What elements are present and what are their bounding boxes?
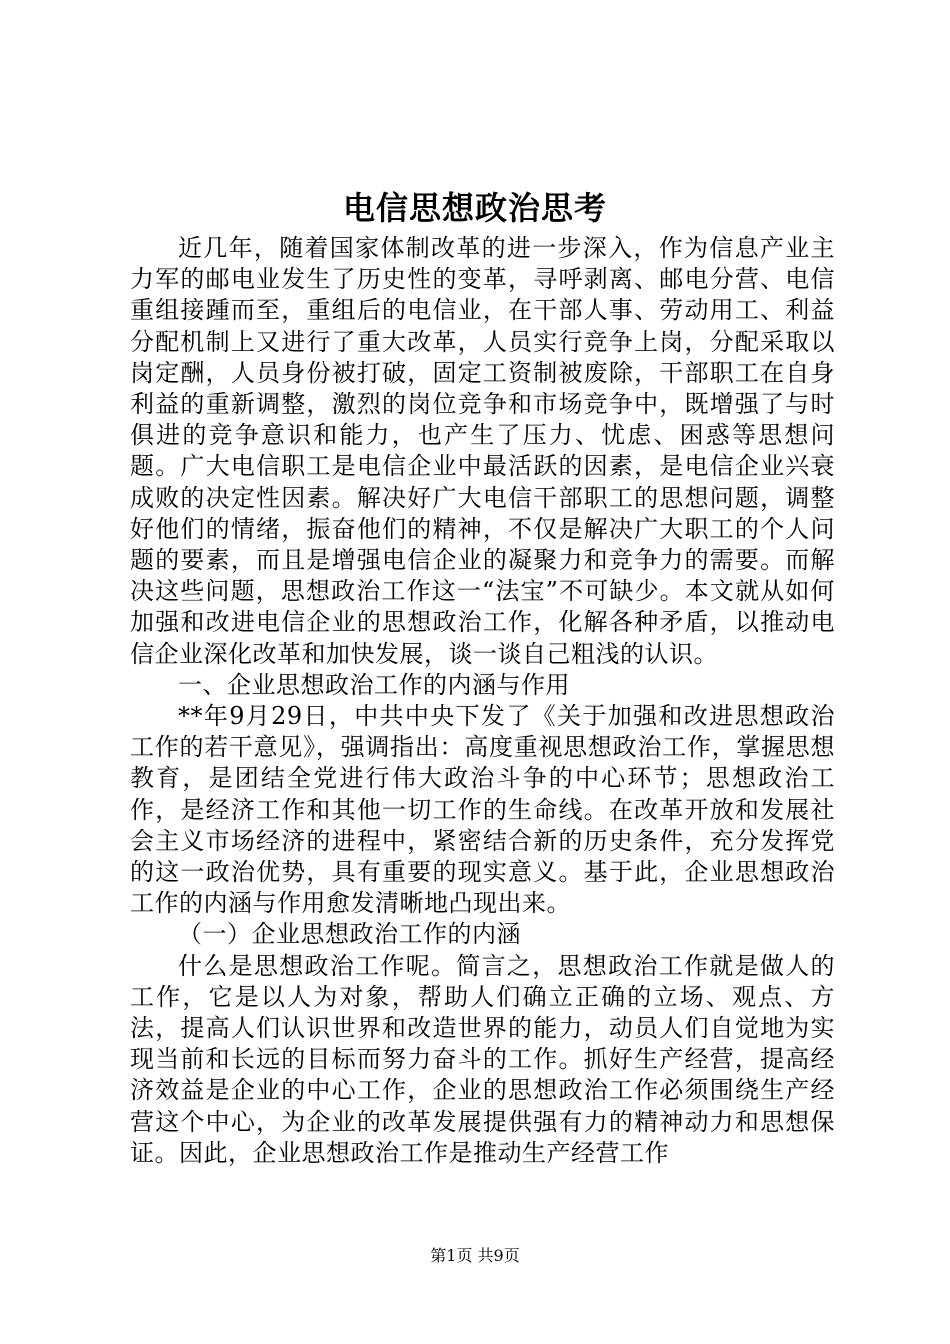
page-footer: 第1页 共9页 xyxy=(430,1246,520,1265)
subsection-heading-1: （一）企业思想政治工作的内涵 xyxy=(178,920,521,949)
section-heading-1: 一、企业思想政治工作的内涵与作用 xyxy=(178,670,570,699)
paragraph-subsection-1: 什么是思想政治工作呢。简言之，思想政治工作就是做人的工作，它是以人为对象，帮助人们确立正确的立场、观点、方法，提高人们认识世界和改造世界的能力，动员人们自觉地为实现当前和长远的目标而努力奋斗的工作。抓好生产经营，提高经济效益是企业的中心工作，企业的思想政治工作必须围绕生产经营这个中心，为企业的改革发展提供强有力的精神动力和思想保证。因此，企业思想政治工作是推动生产经营工作 xyxy=(130,951,835,1167)
paragraph-section-1: **年9月29日，中共中央下发了《关于加强和改进思想政治工作的若干意见》，强调指出：高度重视思想政治工作，掌握思想教育，是团结全党进行伟大政治斗争的中心环节；思想政治工作，是经济工作和其他一切工作的生命线。在改革开放和发展社会主义市场经济的进程中，紧密结合新的历史条件，充分发挥党的这一政治优势，具有重要的现实意义。基于此，企业思想政治工作的内涵与作用愈发清晰地凸现出来。 xyxy=(130,702,835,918)
page-title: 电信思想政治思考 xyxy=(342,189,607,227)
document-body xyxy=(130,233,835,1169)
paragraph-intro: 近几年，随着国家体制改革的进一步深入，作为信息产业主力军的邮电业发生了历史性的变革，寻呼剥离、邮电分营、电信重组接踵而至，重组后的电信业，在干部人事、劳动用工、利益分配机制上又进行了重大改革，人员实行竞争上岗，分配采取以岗定酬，人员身份被打破，固定工资制被废除，干部职工在自身利益的重新调整，激烈的岗位竞争和市场竞争中，既增强了与时俱进的竞争意识和能力，也产生了压力、忧虑、困惑等思想问题。广大电信职工是电信企业中最活跃的因素，是电信企业兴衰成败的决定性因素。解决好广大电信干部职工的思想问题，调整好他们的情绪，振奋他们的精神，不仅是解决广大职工的个人问题的要素，而且是增强电信企业的凝聚力和竞争力的需要。而解决这些问题，思想政治工作这一“法宝”不可缺少。本文就从如何加强和改进电信企业的思想政治工作，化解各种矛盾，以推动电信企业深化改革和加快发展，谈一谈自己粗浅的认识。 xyxy=(130,234,835,668)
